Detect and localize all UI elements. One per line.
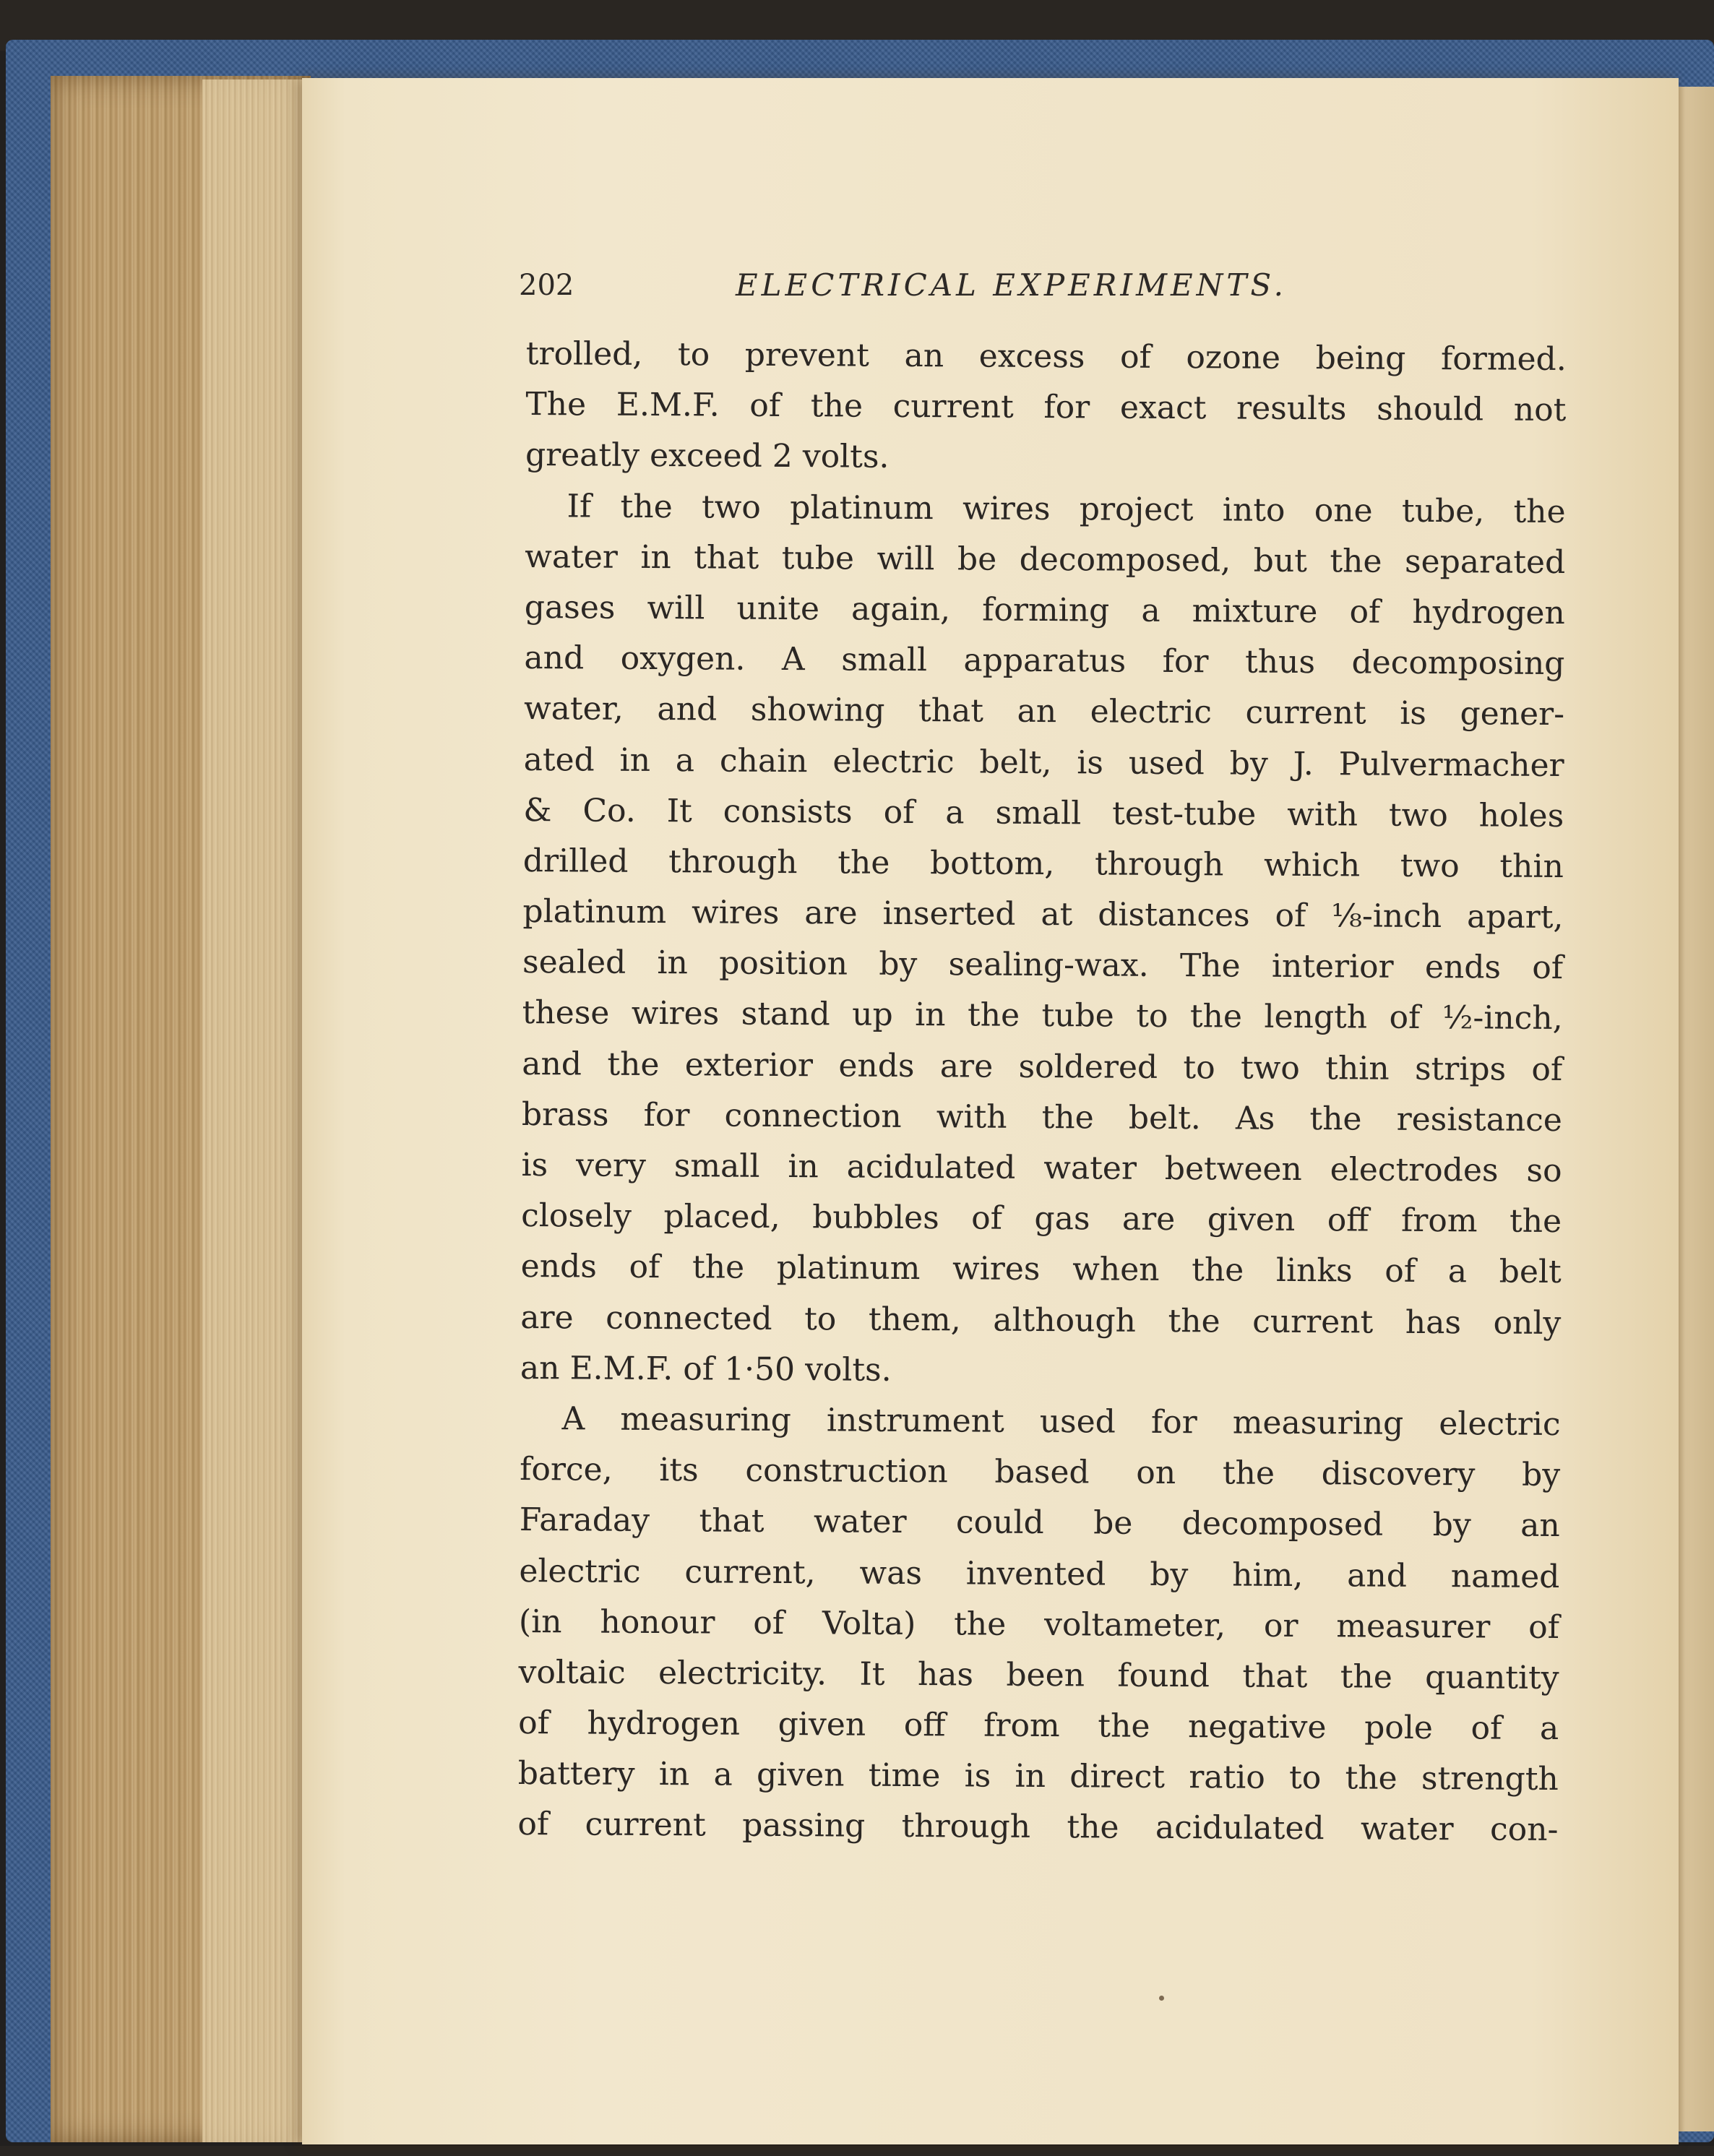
text-line: greatly exceed 2 volts.	[525, 436, 890, 476]
text-line: ated in a chain electric belt, is used by J. Pulvermacher	[523, 741, 1564, 784]
text-line: of current passing through the acidulated water con-	[517, 1806, 1559, 1849]
text-line: gases will unite again, forming a mixture of hydrogen	[524, 588, 1565, 631]
text-line: water, and showing that an electric current is gener-	[523, 690, 1565, 733]
text-line: and oxygen. A small apparatus for thus decomposing	[524, 639, 1565, 683]
text-line: sealed in position by sealing-wax. The interior ends of	[522, 944, 1564, 987]
running-title: ELECTRICAL EXPERIMENTS.	[736, 267, 1288, 303]
text-line: of hydrogen given off from the negative pole of a	[518, 1704, 1559, 1748]
text-line: brass for connection with the belt. As the resistance	[521, 1095, 1563, 1139]
text-line: ends of the platinum wires when the links of a belt	[520, 1248, 1562, 1291]
page-header	[519, 260, 1415, 311]
page-number: 202	[519, 269, 574, 302]
paper-speck	[1159, 1996, 1164, 2001]
text-line: The E.M.F. of the current for exact results should not	[525, 386, 1567, 429]
page-stack-edge	[202, 79, 311, 2142]
text-line: drilled through the bottom, through which two thin	[522, 842, 1564, 885]
text-line: water in that tube will be decomposed, but the separated	[525, 538, 1566, 581]
body-text	[517, 329, 1567, 1856]
text-line: battery in a given time is in direct ratio to the strength	[517, 1755, 1559, 1798]
text-line: voltaic electricity. It has been found that the quantity	[518, 1653, 1559, 1696]
text-line: A measuring instrument used for measuring electric	[561, 1400, 1561, 1443]
text-line: If the two platinum wires project into one tube, the	[567, 487, 1566, 530]
text-line: & Co. It consists of a small test-tube with two holes	[523, 791, 1564, 835]
text-line: trolled, to prevent an excess of ozone being formed.	[525, 335, 1567, 379]
text-line: and the exterior ends are soldered to two thin strips of	[522, 1045, 1563, 1088]
text-line: these wires stand up in the tube to the length of ½-inch,	[522, 994, 1563, 1038]
text-line: are connected to them, although the current has only	[520, 1298, 1562, 1342]
text-line: force, its construction based on the discovery by	[520, 1451, 1561, 1494]
text-line: is very small in acidulated water between electrodes so	[521, 1146, 1562, 1190]
text-line: closely placed, bubbles of gas are given off from the	[521, 1197, 1562, 1241]
text-line: (in honour of Volta) the voltameter, or measurer of	[518, 1603, 1560, 1646]
text-line: electric current, was invented by him, and named	[519, 1552, 1560, 1595]
text-line: an E.M.F. of 1·50 volts.	[520, 1349, 892, 1389]
text-line: platinum wires are inserted at distances of ⅛-inch apart,	[522, 893, 1564, 936]
text-line: Faraday that water could be decomposed by an	[519, 1501, 1560, 1545]
